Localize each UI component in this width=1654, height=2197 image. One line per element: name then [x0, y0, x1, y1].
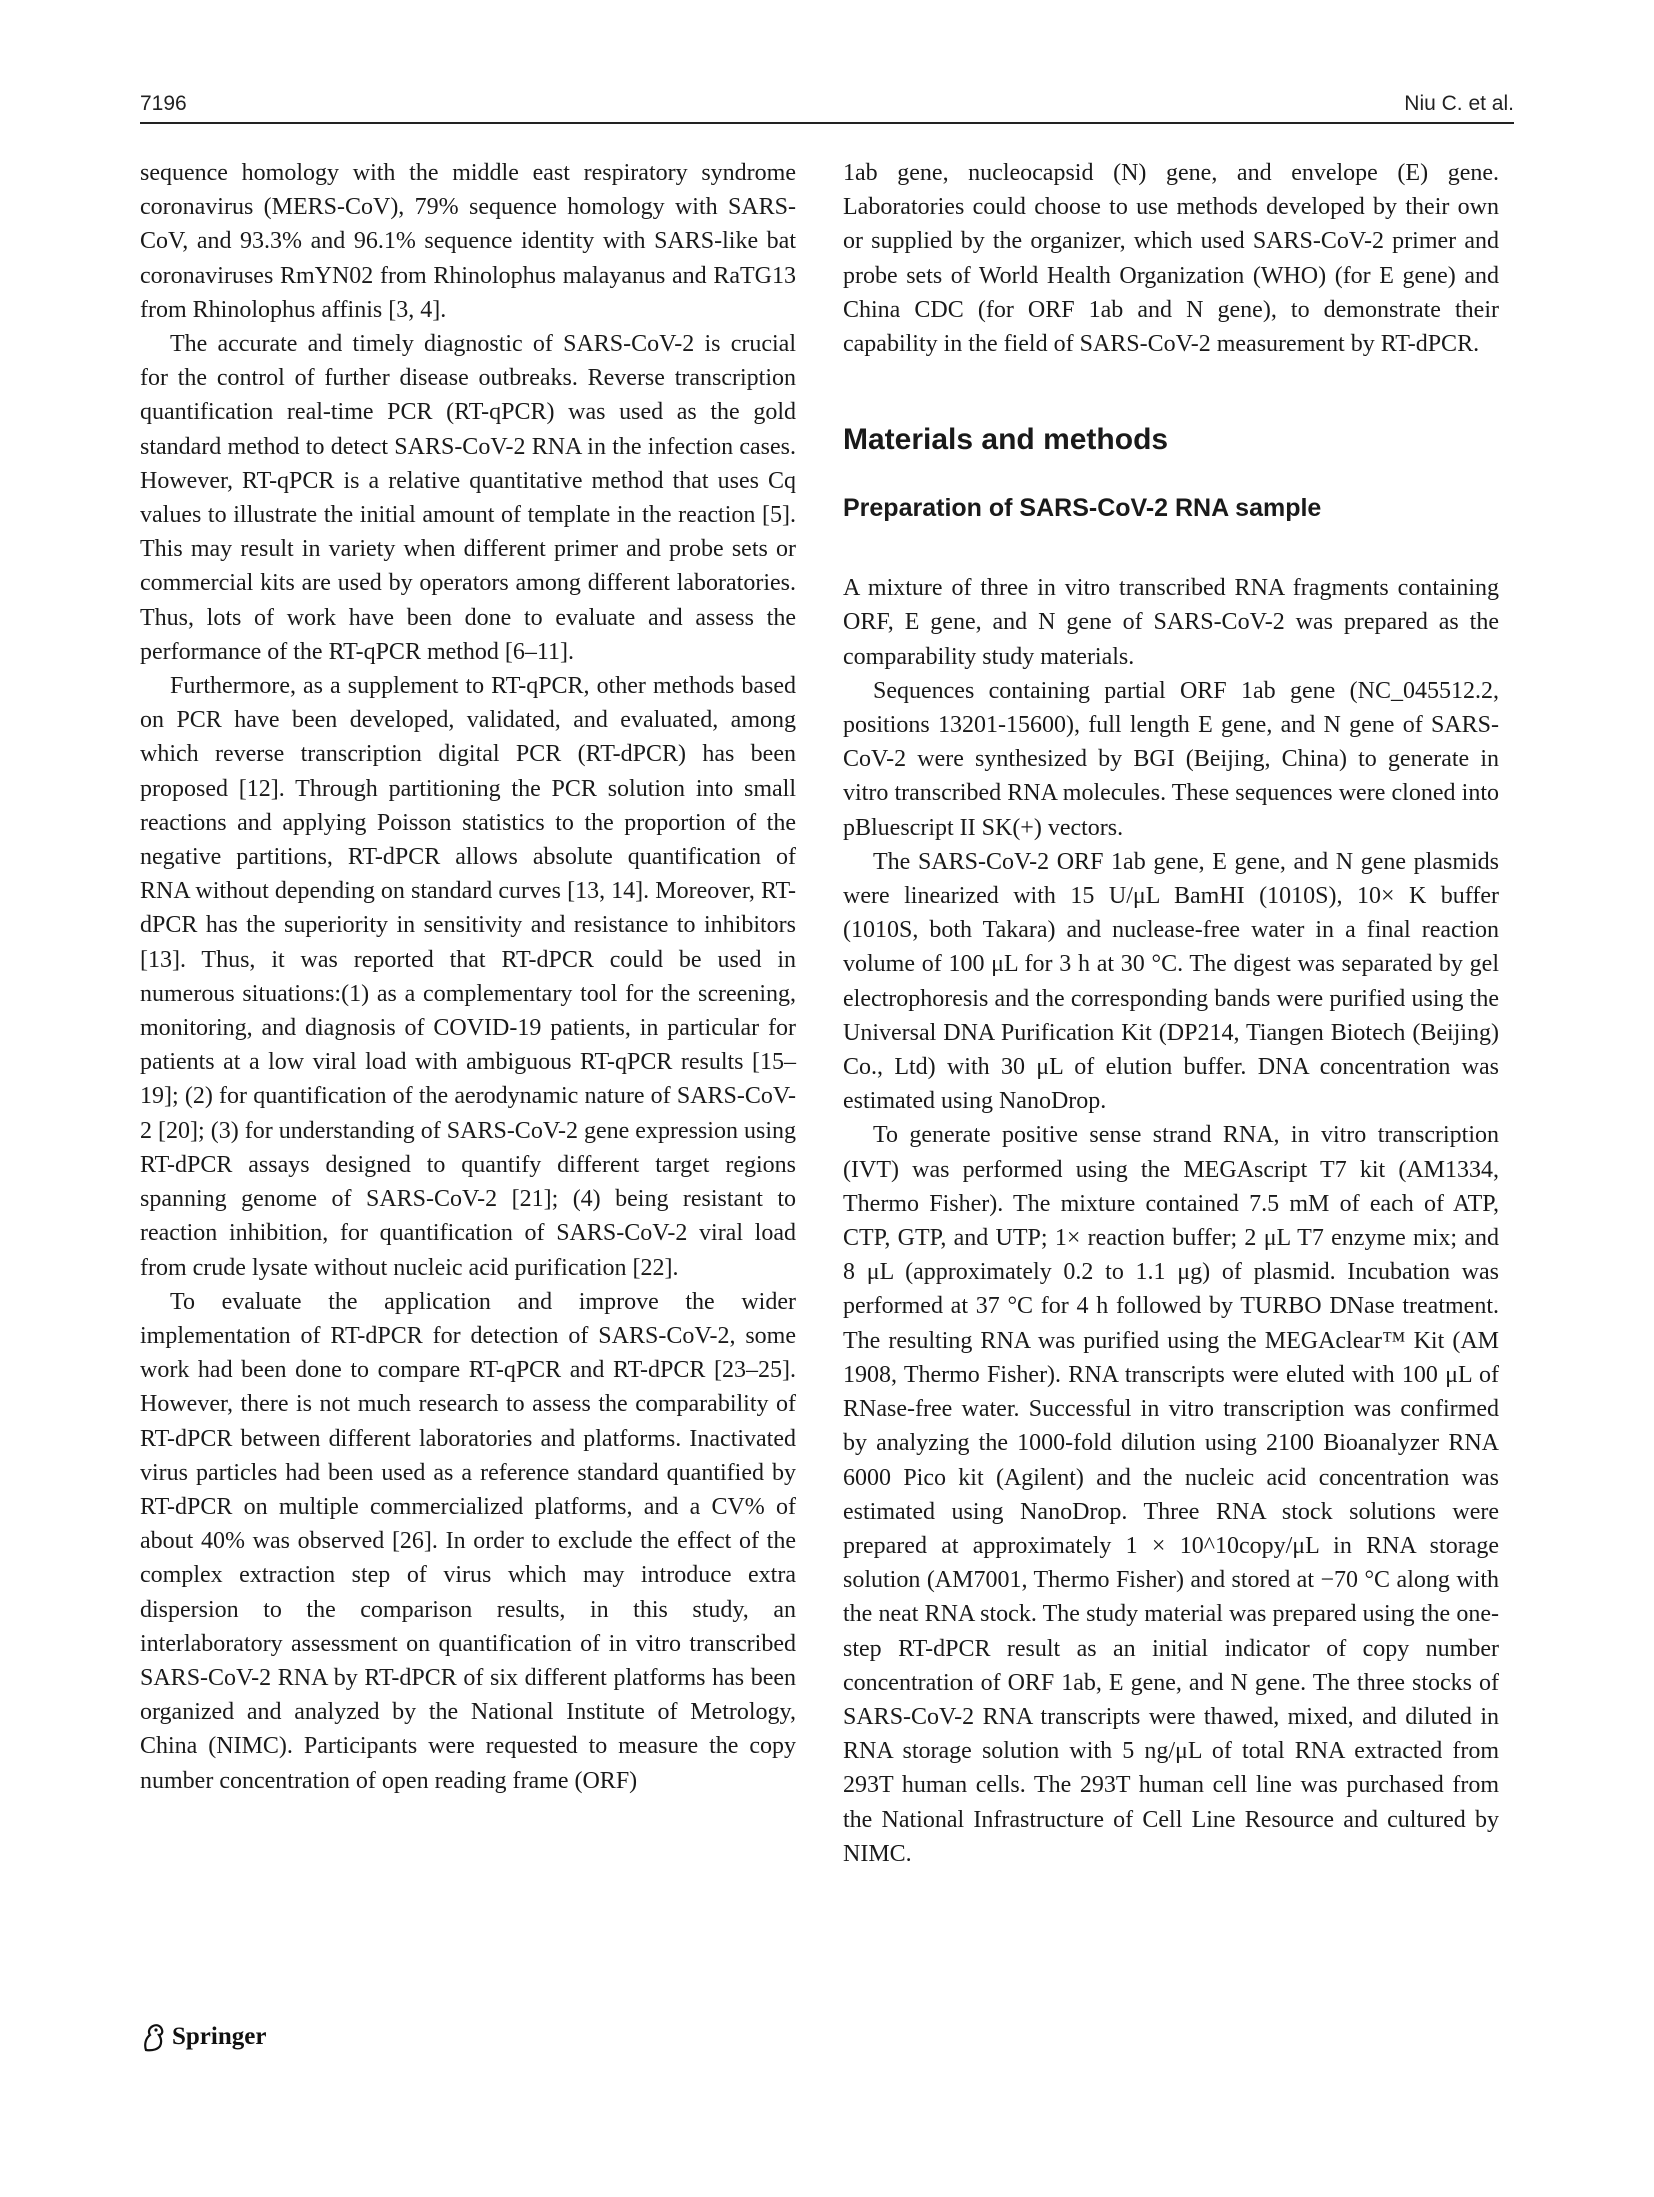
paragraph: sequence homology with the middle east respiratory syndrome coronavirus (MERS-CoV), 79% sequence homology with SARS-CoV, and 93.3% and 96.1% sequence identity with SARS-like bat coronaviruses RmYN02 from Rhinolophus malayanus and RaTG13 from Rhinolophus affinis [3, 4]. [140, 160, 796, 323]
publisher-name: Springer [172, 2023, 267, 2050]
paragraph: Furthermore, as a supplement to RT-qPCR, other methods based on PCR have been developed, validated, and evaluated, among which reverse transcription digital PCR (RT-dPCR) has been proposed [12]. Through partitioning the PCR solution into small reactions and applying Poisson statistics to the proportion of the negative partitions, RT-dPCR allows absolute quantification of RNA without depending on standard curves [13, 14]. Moreover, RT-dPCR has the superiority in sensitivity and resistance to inhibitors [13]. Thus, it was reported that RT-dPCR could be used in numerous situations:(1) as a complementary tool for the screening, monitoring, and diagnosis of COVID-19 patients, in particular for patients at a low viral load with ambiguous RT-qPCR results [15–19]; (2) for quantification of the aerodynamic nature of SARS-CoV-2 [20]; (3) for understanding of SARS-CoV-2 gene expression using RT-dPCR assays designed to quantify different target regions spanning genome of SARS-CoV-2 [21]; (4) being resistant to reaction inhibition, for quantification of SARS-CoV-2 viral load from crude lysate without nucleic acid purification [22]. [140, 673, 796, 1281]
paragraph: The SARS-CoV-2 ORF 1ab gene, E gene, and N gene plasmids were linearized with 15 U/μL BamHI (1010S), 10× K buffer (1010S, both Takara) and nuclease-free water in a final reaction volume of 100 μL for 3 h at 30 °C. The digest was separated by gel electrophoresis and the corresponding bands were purified using the Universal DNA Purification Kit (DP214, Tiangen Biotech (Beijing) Co., Ltd) with 30 μL of elution buffer. DNA concentration was estimated using NanoDrop. [843, 848, 1499, 1115]
subsection-heading: Preparation of SARS-CoV-2 RNA sample [843, 494, 1322, 523]
paragraph: To evaluate the application and improve the wider implementation of RT-dPCR for detection of SARS-CoV-2, some work had been done to compare RT-qPCR and RT-dPCR [23–25]. However, there is not much research to assess the comparability of RT-dPCR between different laboratories and platforms. Inactivated virus particles had been used as a reference standard quantified by RT-dPCR on multiple commercialized platforms, and a CV% of about 40% was observed [26]. In order to exclude the effect of the complex extraction step of virus which may introduce extra dispersion to the comparison results, in this study, an interlaboratory assessment on quantification of in vitro transcribed SARS-CoV-2 RNA by RT-dPCR of six different platforms has been organized and analyzed by the National Institute of Metrology, China (NIMC). Participants were requested to measure the copy number concentration of open reading frame (ORF) [140, 1288, 796, 1794]
header-rule [140, 122, 1514, 124]
paragraph: Sequences containing partial ORF 1ab gene (NC_045512.2, positions 13201-15600), full length E gene, and N gene of SARS-CoV-2 were synthesized by BGI (Beijing, China) to generate in vitro transcribed RNA molecules. These sequences were cloned into pBluescript II SK(+) vectors. [843, 677, 1499, 841]
springer-horse-logo-icon [140, 2022, 166, 2052]
paragraph: 1ab gene, nucleocapsid (N) gene, and envelope (E) gene. Laboratories could choose to use methods developed by their own or supplied by the organizer, which used SARS-CoV-2 primer and probe sets of World Health Organization (WHO) (for E gene) and China CDC (for ORF 1ab and N gene), to demonstrate their capability in the field of SARS-CoV-2 measurement by RT-dPCR. [843, 160, 1499, 358]
paragraph: The accurate and timely diagnostic of SARS-CoV-2 is crucial for the control of further disease outbreaks. Reverse transcription quantification real-time PCR (RT-qPCR) was used as the gold standard method to detect SARS-CoV-2 RNA in the infection cases. However, RT-qPCR is a relative quantitative method that uses Cq values to illustrate the initial amount of template in the reaction [5]. This may result in variety when different primer and probe sets or commercial kits are used by operators among different laboratories. Thus, lots of work have been done to evaluate and assess the performance of the RT-qPCR method [6–11]. [140, 331, 796, 665]
page-header [140, 88, 1514, 124]
right-column [843, 156, 1499, 1871]
paragraph: A mixture of three in vitro transcribed RNA fragments containing ORF, E gene, and N gene of SARS-CoV-2 was prepared as the comparability study materials. [843, 575, 1499, 670]
paragraph: To generate positive sense strand RNA, in vitro transcription (IVT) was performed using the MEGAscript T7 kit (AM1334, Thermo Fisher). The mixture contained 7.5 mM of each of ATP, CTP, GTP, and UTP; 1× reaction buffer; 2 μL T7 enzyme mix; and 8 μL (approximately 0.2 to 1.1 μg) of plasmid. Incubation was performed at 37 °C for 4 h followed by TURBO DNase treatment. The resulting RNA was purified using the MEGAclear™ Kit (AM 1908, Thermo Fisher). RNA transcripts were eluted with 100 μL of RNase-free water. Successful in vitro transcription was confirmed by analyzing the 1000-fold dilution using 2100 Bioanalyzer RNA 6000 Pico kit (Agilent) and the nucleic acid concentration was estimated using NanoDrop. Three RNA stock solutions were prepared at approximately 1 × 10^10copy/μL in RNA storage solution (AM7001, Thermo Fisher) and stored at −70 °C along with the neat RNA stock. The study material was prepared using the one-step RT-dPCR result as an initial indicator of copy number concentration of ORF 1ab, E gene, and N gene. The three stocks of SARS-CoV-2 RNA transcripts were thawed, mixed, and diluted in RNA storage solution with 5 ng/μL of total RNA extracted from 293T human cells. The 293T human cell line was purchased from the National Infrastructure of Cell Line Resource and cultured by NIMC. [843, 1122, 1499, 1867]
page-number: 7196 [140, 92, 187, 115]
section-heading: Materials and methods [843, 423, 1169, 457]
running-head: Niu C. et al. [1404, 92, 1514, 115]
left-column [140, 156, 796, 1798]
